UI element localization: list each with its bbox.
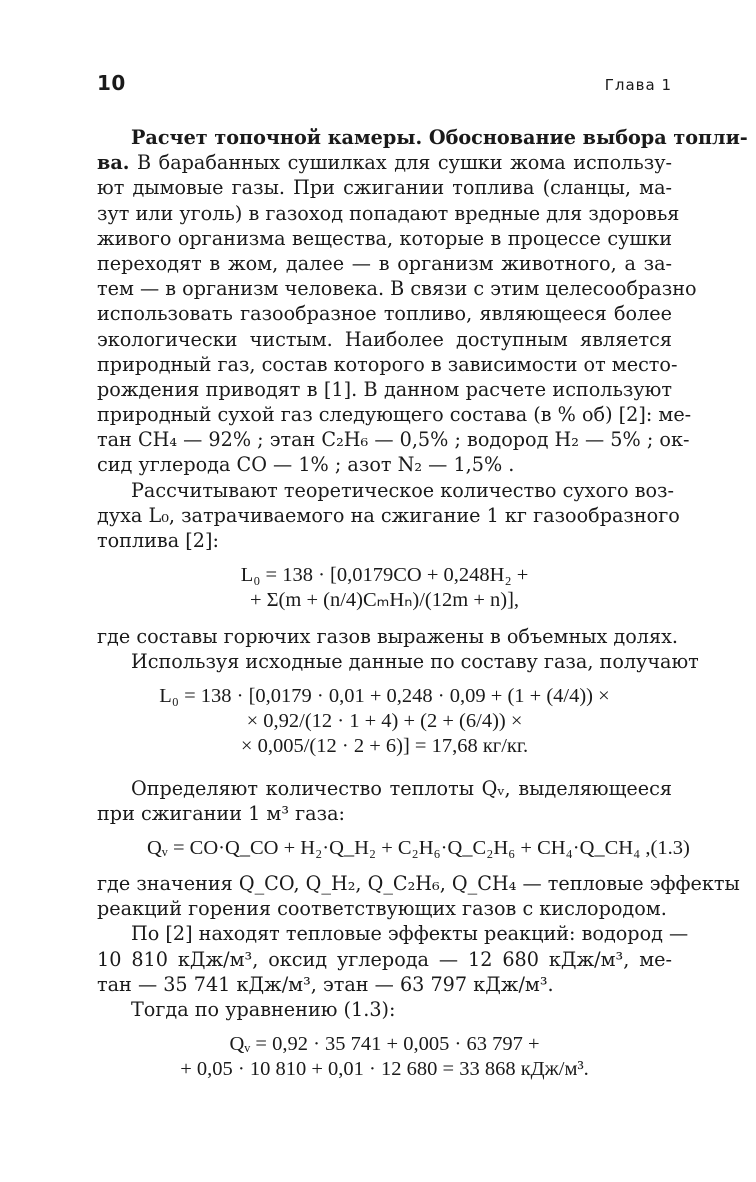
section-heading: Расчет топочной камеры. Обоснование выбора топли- — [131, 126, 748, 149]
text-line: использовать газообразное топливо, являющееся более — [97, 302, 672, 326]
text-line: духа L₀, затрачиваемого на сжигание 1 кг газообразного — [97, 503, 680, 527]
equation-line: × 0,92/(12 · 1 + 4) + (2 + (6/4)) × — [246, 710, 523, 733]
text-line: где значения Q_CO, Q_H₂, Q_C₂H₆, Q_CH₄ — тепловые эффекты — [97, 872, 740, 896]
text-line: переходят в жом, далее — в организм животного, а за- — [97, 251, 672, 275]
text-line: реакций горения соответствующих газов с кислородом. — [97, 897, 667, 921]
text-line: природный газ, состав которого в зависимости от место- — [97, 352, 678, 376]
chapter-header: Глава 1 — [604, 76, 672, 94]
text-line: Тогда по уравнению (1.3): — [131, 998, 396, 1021]
text-line: природный сухой газ следующего состава (в % об) [2]: ме- — [97, 403, 692, 427]
equation-line: × 0,005/(12 · 2 + 6)] = 17,68 кг/кг. — [240, 735, 529, 758]
text-line: топлива [2]: — [97, 529, 219, 552]
text-line: сид углерода CO — 1% ; азот N₂ — 1,5% . — [97, 453, 515, 477]
text-line: ют дымовые газы. При сжигании топлива (сланцы, ма- — [97, 176, 672, 200]
spacer — [97, 826, 672, 836]
page-body — [97, 125, 748, 1083]
text-line: тан CH₄ — 92% ; этан C₂H₆ — 0,5% ; водород H₂ — 5% ; ок- — [97, 428, 690, 452]
text-line: Определяют количество теплоты Qᵥ, выделяющееся — [131, 776, 672, 800]
paragraph-explanation — [97, 624, 699, 674]
text-line — [97, 150, 672, 175]
paragraph-heat — [97, 776, 672, 826]
equation-heat-formula — [97, 836, 690, 861]
equation-line: Qᵥ = 0,92 · 35 741 + 0,005 · 63 797 + — [229, 1033, 540, 1056]
text-line: Используя исходные данные по составу газа, получают — [131, 649, 699, 673]
paragraph-fuel-choice — [97, 125, 748, 478]
equation-line: + 0,05 · 10 810 + 0,01 · 12 680 = 33 868 кДж/м³. — [180, 1058, 589, 1081]
spacer — [97, 553, 672, 563]
text-line: где составы горючих газов выражены в объемных долях. — [97, 624, 679, 648]
equation-number: (1.3) — [650, 836, 690, 859]
spacer — [97, 861, 672, 871]
equation-air-formula — [97, 563, 672, 613]
text-line: рождения приводят в [1]. В данном расчете используют — [97, 377, 672, 401]
equation-heat-calculation — [97, 1032, 672, 1082]
text-line: экологически чистым. Наиболее доступным является — [97, 327, 672, 351]
spacer — [97, 614, 672, 624]
text-line: зут или уголь) в газоход попадают вредные для здоровья — [97, 201, 680, 225]
section-heading-end: ва. — [97, 151, 130, 175]
text-line: живого организма вещества, которые в процессе сушки — [97, 226, 672, 250]
page-number: 10 — [97, 71, 126, 95]
text-line: 10 810 кДж/м³, оксид углерода — 12 680 кДж/м³, ме- — [97, 947, 672, 971]
equation-air-calculation — [97, 684, 672, 760]
text-line: По [2] находят тепловые эффекты реакций: водород — — [131, 922, 689, 946]
text-line — [97, 125, 748, 150]
equation-formula: Qᵥ = CO·Q_CO + H₂·Q_H₂ + C₂H₆·Q_C₂H₆ + CH₄·Q_CH₄ , — [147, 836, 651, 859]
spacer — [97, 1022, 672, 1032]
text-line: Рассчитывают теоретическое количество сухого воз- — [131, 478, 675, 502]
spacer — [97, 674, 672, 684]
text-span: В барабанных сушилках для сушки жома использу- — [129, 151, 672, 175]
equation-line: L₀ = 138 · [0,0179 · 0,01 + 0,248 · 0,09 + (1 + (4/4)) × — [159, 684, 610, 707]
spacer — [97, 760, 672, 776]
text-line: тан — 35 741 кДж/м³, этан — 63 797 кДж/м³. — [97, 972, 554, 996]
paragraph-heat-values — [97, 871, 740, 921]
text-line: при сжигании 1 м³ газа: — [97, 801, 345, 825]
paragraph-heat-effects — [97, 921, 689, 1022]
text-line: тем — в организм человека. В связи с этим целесообразно — [97, 277, 697, 301]
equation-line: L₀ = 138 · [0,0179CO + 0,248H₂ + — [240, 564, 529, 587]
paragraph-air-amount — [97, 478, 680, 554]
equation-line: + Σ(m + (n/4)CₘHₙ)/(12m + n)], — [249, 589, 520, 612]
